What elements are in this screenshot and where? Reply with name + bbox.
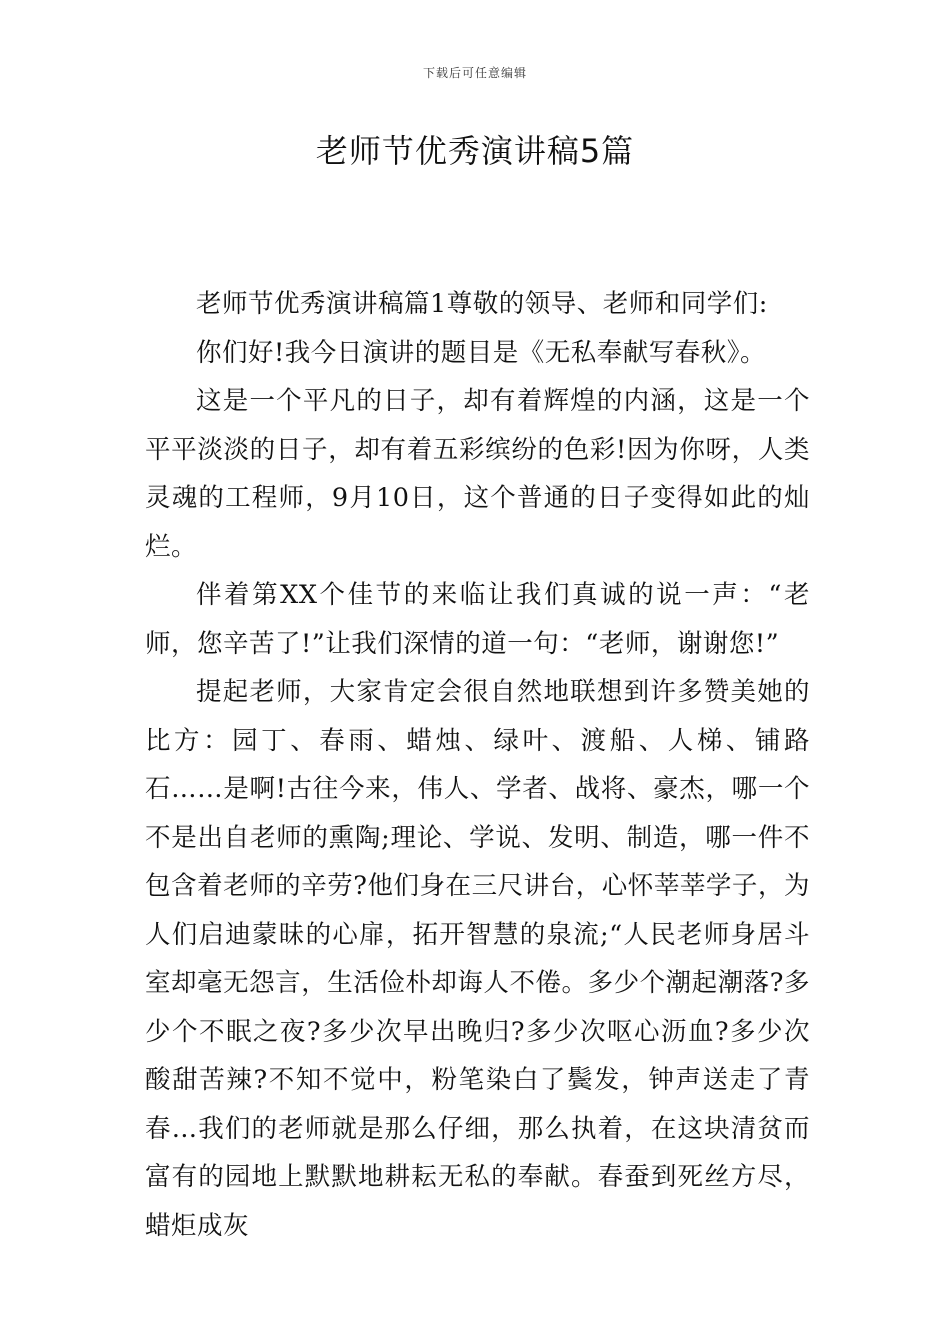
paragraph-greeting: 老师节优秀演讲稿篇1尊敬的领导、老师和同学们: <box>196 289 768 319</box>
paragraph-festival: 伴着第XX个佳节的来临让我们真诚的说一声：“老师，您辛苦了!”让我们深情的道一句：“老师，谢谢您!” <box>145 580 810 659</box>
paragraph-topic: 你们好!我今日演讲的题目是《无私奉献写春秋》。 <box>196 337 766 368</box>
document-title: 老师节优秀演讲稿5篇 <box>315 132 635 170</box>
document-body <box>145 280 810 1250</box>
paragraph-teacher-praise: 提起老师，大家肯定会很自然地联想到许多赞美她的比方：园丁、春雨、蜡烛、绿叶、渡船、人梯、铺路石……是啊!古往今来，伟人、学者、战将、豪杰，哪一个不是出自老师的熏陶;理论、学说、发明、制造，哪一件不包含着老师的辛劳?他们身在三尺讲台，心怀莘莘学子，为人们启迪蒙昧的心扉，拓开智慧的泉流;“人民老师身居斗室却毫无怨言，生活俭朴却诲人不倦。多少个潮起潮落?多少个不眠之夜?多少次早出晚归?多少次呕心沥血?多少次酸甜苦辣?不知不觉中，粉笔染白了鬓发，钟声送走了青春…我们的老师就是那么仔细，那么执着，在这块清贫而富有的园地上默默地耕耘无私的奉献。春蚕到死丝方尽，蜡炬成灰 <box>145 677 810 1241</box>
header-note: 下载后可任意编辑 <box>422 66 527 80</box>
paragraph-ordinary-day: 这是一个平凡的日子，却有着辉煌的内涵，这是一个平平淡淡的日子，却有着五彩缤纷的色彩!因为你呀，人类灵魂的工程师，9月10日，这个普通的日子变得如此的灿烂。 <box>145 386 810 562</box>
